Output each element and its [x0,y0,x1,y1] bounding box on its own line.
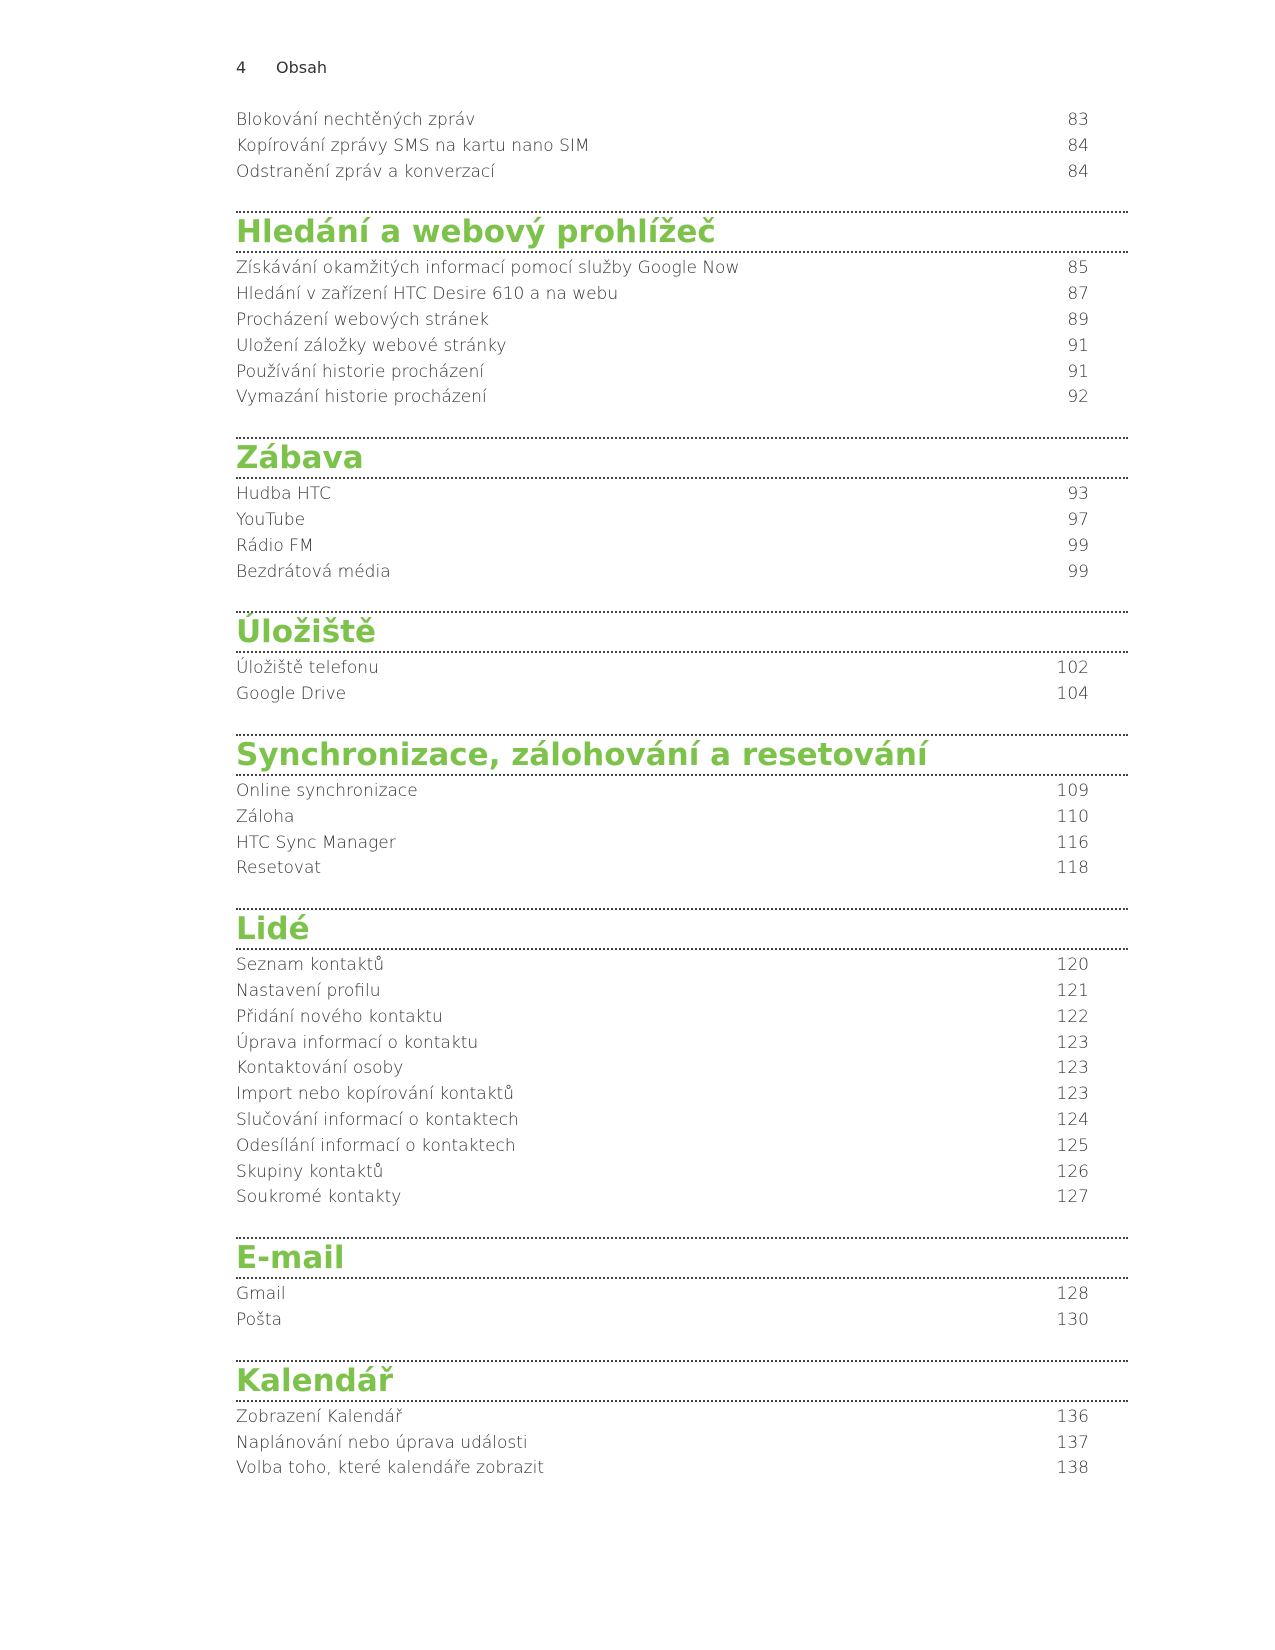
toc-entry-title: Resetovat [236,858,322,879]
toc-entry-page: 92 [1067,387,1089,408]
section-title[interactable]: E-mail [236,1240,345,1277]
toc-section [236,211,1128,411]
toc-entry[interactable] [236,334,1089,360]
toc-entry-page: 91 [1067,335,1089,356]
toc-entry-title: Kontaktování osoby [236,1058,404,1079]
toc-entry-page: 123 [1056,1032,1089,1053]
toc-entry-title: Bezdrátová média [236,561,391,582]
toc-entry[interactable] [236,385,1089,411]
toc-entry-title: HTC Sync Manager [236,832,396,853]
toc-entry-title: Pošta [236,1309,282,1330]
toc-section [236,1360,1128,1482]
toc-entry-page: 85 [1067,258,1089,279]
section-heading [236,611,1128,653]
section-entries [236,481,1128,585]
toc-entry[interactable] [236,360,1089,386]
toc-entry-title: Gmail [236,1284,286,1305]
section-entries [236,1404,1128,1482]
section-entries [236,255,1128,411]
toc-entry-title: Odstranění zpráv a konverzací [236,161,495,182]
toc-entry-page: 138 [1056,1458,1089,1479]
toc-entry-title: Slučování informací o kontaktech [236,1109,519,1130]
toc-entry[interactable] [236,805,1089,831]
toc-entry-title: Kopírování zprávy SMS na kartu nano SIM [236,135,590,156]
toc-entry-title: Soukromé kontakty [236,1187,402,1208]
section-heading [236,1237,1128,1279]
toc-entry-page: 118 [1056,858,1089,879]
toc-entry[interactable] [236,682,1089,708]
page-title: Obsah [276,58,328,77]
section-heading [236,1360,1128,1402]
toc-entry-title: Blokování nechtěných zpráv [236,110,476,130]
section-entries [236,952,1128,1211]
toc-entry[interactable] [236,1308,1089,1334]
toc-entry-page: 99 [1067,535,1089,556]
toc-entry-title: Procházení webových stránek [236,309,489,330]
toc-entry[interactable] [236,1282,1089,1308]
toc-entry-title: Seznam kontaktů [236,955,385,976]
toc-entry-page: 128 [1056,1284,1089,1305]
toc-entry-title: Přidání nového kontaktu [236,1006,443,1027]
toc-entry-page: 124 [1056,1109,1089,1130]
toc-entry[interactable] [236,134,1089,160]
toc-entry-page: 97 [1067,509,1089,530]
toc-entry[interactable] [236,1160,1089,1186]
toc-entry-page: 137 [1056,1432,1089,1453]
toc-section [236,734,1128,882]
page-header [236,58,327,77]
toc-entry[interactable] [236,1056,1089,1082]
toc-entry[interactable] [236,108,1089,134]
toc-entry[interactable] [236,560,1089,586]
toc-entry[interactable] [236,1031,1089,1057]
toc-entry-title: Volba toho, které kalendáře zobrazit [236,1458,544,1479]
toc-entry[interactable] [236,1405,1089,1431]
section-title[interactable]: Synchronizace, zálohování a resetování [236,736,928,773]
toc-entry-page: 109 [1056,780,1089,801]
toc-entry-title: Skupiny kontaktů [236,1161,384,1182]
toc-entry-page: 123 [1056,1084,1089,1105]
toc-entry-title: Úložiště telefonu [236,658,379,679]
toc-entry-title: Rádio FM [236,535,314,556]
toc-entry[interactable] [236,508,1089,534]
toc-entry[interactable] [236,1185,1089,1211]
toc-entry-title: Záloha [236,806,295,827]
toc-entry[interactable] [236,1005,1089,1031]
toc-entry[interactable] [236,1134,1089,1160]
toc-entry-title: Google Drive [236,684,347,705]
toc-entry-title: Používání historie procházení [236,361,485,382]
toc-entry[interactable] [236,1431,1089,1457]
toc-entry[interactable] [236,308,1089,334]
toc-entry-page: 110 [1056,806,1089,827]
toc-entry[interactable] [236,160,1089,186]
toc-entry-page: 130 [1056,1309,1089,1330]
toc-entry-page: 87 [1067,284,1089,305]
toc-entry[interactable] [236,1456,1089,1482]
toc-entry-page: 84 [1067,135,1089,156]
toc-entry[interactable] [236,953,1089,979]
toc-entry[interactable] [236,482,1089,508]
toc-entry[interactable] [236,1082,1089,1108]
toc-entry-title: Naplánování nebo úprava události [236,1432,528,1453]
toc-entry-page: 136 [1056,1406,1089,1427]
toc-entry-page: 122 [1056,1006,1089,1027]
toc-entry-page: 84 [1067,161,1089,182]
toc-entry-page: 123 [1056,1058,1089,1079]
toc-entry[interactable] [236,856,1089,882]
toc-entry-page: 120 [1056,955,1089,976]
toc-entry-page: 125 [1056,1135,1089,1156]
section-entries [236,778,1128,882]
toc-section [236,611,1128,708]
toc-entry[interactable] [236,1108,1089,1134]
section-heading [236,908,1128,950]
toc-entry-title: Zobrazení Kalendář [236,1406,402,1427]
toc-entry-page: 93 [1067,484,1089,505]
table-of-contents [236,108,1128,1482]
page-number: 4 [236,58,247,77]
section-heading [236,437,1128,479]
toc-entry-title: Online synchronizace [236,780,418,801]
toc-entry[interactable] [236,831,1089,857]
toc-entry-title: Uložení záložky webové stránky [236,335,507,356]
section-title[interactable]: Kalendář [236,1362,394,1399]
toc-entry-title: Úprava informací o kontaktu [236,1032,479,1053]
section-title[interactable]: Lidé [236,911,310,948]
toc-entry[interactable] [236,656,1089,682]
toc-entry-title: Odesílání informací o kontaktech [236,1135,516,1156]
section-heading [236,734,1128,776]
toc-entry[interactable] [236,534,1089,560]
toc-entry-page: 99 [1067,561,1089,582]
section-entries [236,655,1128,708]
section-title[interactable]: Zábava [236,440,364,477]
toc-entry-title: Vymazání historie procházení [236,387,487,408]
toc-entry-page: 126 [1056,1161,1089,1182]
toc-entry[interactable] [236,779,1089,805]
toc-entry-page: 89 [1067,309,1089,330]
toc-entry-page: 102 [1056,658,1089,679]
toc-entry[interactable] [236,256,1089,282]
toc-entry-page: 104 [1056,684,1089,705]
section-title[interactable]: Hledání a webový prohlížeč [236,214,716,251]
section-title[interactable]: Úložiště [236,614,377,651]
toc-section [236,437,1128,585]
toc-section [236,908,1128,1211]
toc-entry-title: Import nebo kopírování kontaktů [236,1084,514,1105]
toc-entry[interactable] [236,979,1089,1005]
toc-section [236,1237,1128,1334]
toc-entry-title: Hudba HTC [236,484,332,505]
section-entries [236,1281,1128,1334]
toc-entry-title: Získávání okamžitých informací pomocí služby Google Now [236,258,740,279]
toc-entry[interactable] [236,282,1089,308]
section-heading [236,211,1128,253]
intro-entries [236,108,1128,185]
toc-entry-page: 116 [1056,832,1089,853]
toc-entry-page: 127 [1056,1187,1089,1208]
toc-entry-title: YouTube [236,509,306,530]
toc-entry-title: Nastavení profilu [236,980,381,1001]
toc-entry-page: 91 [1067,361,1089,382]
toc-entry-page: 83 [1067,110,1089,130]
toc-entry-title: Hledání v zařízení HTC Desire 610 a na webu [236,284,619,305]
toc-entry-page: 121 [1056,980,1089,1001]
